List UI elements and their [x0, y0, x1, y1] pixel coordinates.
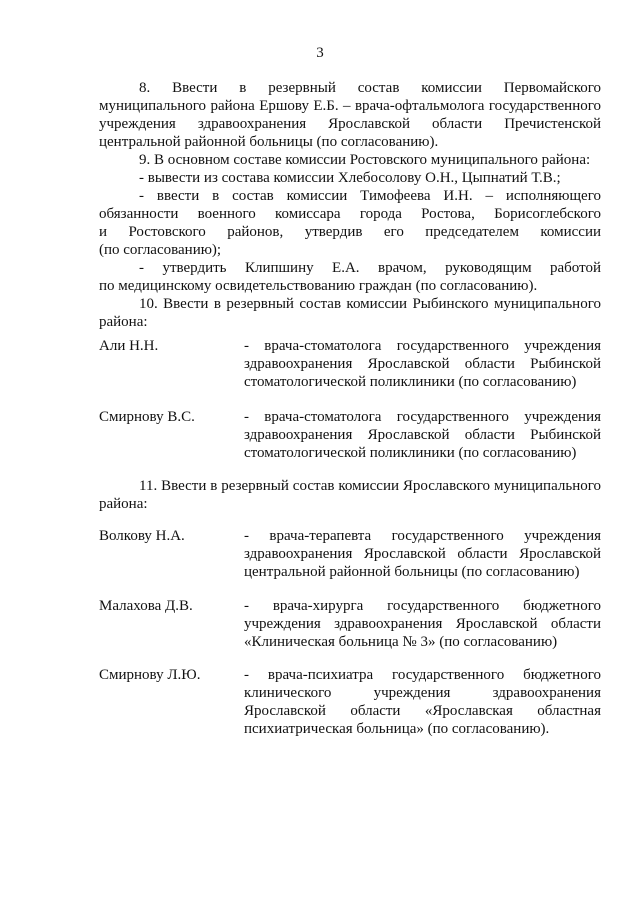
member-description — [244, 527, 601, 581]
item-11-line-1: 11. Ввести в резервный состав комиссии Ярославского муниципального — [139, 478, 601, 494]
item-9-add-line-3: и Ростовского районов, утвердив его председателем комиссии — [99, 224, 601, 240]
member-desc-line: учреждения здравоохранения Ярославской области — [244, 616, 601, 632]
item-8-line-3: учреждения здравоохранения Ярославской области Пречистенской — [99, 116, 601, 132]
member-desc-line: здравоохранения Ярославской области Ярославской — [244, 546, 601, 562]
member-name: Малахова Д.В. — [99, 598, 193, 614]
member-description — [244, 337, 601, 391]
item-8-line-4: центральной районной больницы (по согласованию). — [99, 134, 439, 150]
member-description — [244, 408, 601, 462]
member-desc-line: - врача-терапевта государственного учреждения — [244, 528, 601, 544]
member-desc-line: - врача-психиатра государственного бюджетного — [244, 667, 601, 683]
member-desc-line: - врача-хирурга государственного бюджетного — [244, 598, 601, 614]
member-desc-line: клинического учреждения здравоохранения — [244, 685, 601, 701]
page-number: 3 — [316, 45, 324, 61]
item-9-paragraph — [99, 151, 601, 295]
member-desc-line: стоматологической поликлиники (по согласованию) — [244, 374, 577, 390]
member-name: Али Н.Н. — [99, 338, 159, 354]
item-9-add-line-2: обязанности военного комиссара города Ростова, Борисоглебского — [99, 206, 601, 222]
item-9-add-line-4: (по согласованию); — [99, 242, 222, 258]
item-10-line-1: 10. Ввести в резервный состав комиссии Рыбинского муниципального — [139, 296, 601, 312]
member-desc-line: Ярославской области «Ярославская областная — [244, 703, 601, 719]
member-name: Смирнову В.С. — [99, 409, 195, 425]
item-10-line-2: района: — [99, 314, 148, 330]
member-description — [244, 666, 601, 738]
item-11-paragraph — [99, 477, 601, 513]
member-name: Смирнову Л.Ю. — [99, 667, 201, 683]
member-desc-line: здравоохранения Ярославской области Рыбинской — [244, 356, 601, 372]
item-9-approve-line-1: - утвердить Клипшину Е.А. врачом, руководящим работой — [139, 260, 601, 276]
item-8-paragraph — [99, 79, 601, 151]
item-9-remove-line: - вывести из состава комиссии Хлебосолову О.Н., Цыпнатий Т.В.; — [139, 170, 561, 186]
item-9-add-line-1: - ввести в состав комиссии Тимофеева И.Н. – исполняющего — [139, 188, 601, 204]
member-desc-line: - врача-стоматолога государственного учреждения — [244, 409, 601, 425]
member-desc-line: стоматологической поликлиники (по согласованию) — [244, 445, 577, 461]
member-desc-line: центральной районной больницы (по согласованию) — [244, 564, 580, 580]
member-desc-line: - врача-стоматолога государственного учреждения — [244, 338, 601, 354]
item-9-approve-line-2: по медицинскому освидетельствованию граждан (по согласованию). — [99, 278, 538, 294]
item-11-line-2: района: — [99, 496, 148, 512]
member-description — [244, 597, 601, 651]
member-desc-line: здравоохранения Ярославской области Рыбинской — [244, 427, 601, 443]
member-desc-line: психиатрическая больница» (по согласованию). — [244, 721, 550, 737]
item-10-paragraph — [99, 295, 601, 331]
item-9-heading: 9. В основном составе комиссии Ростовского муниципального района: — [139, 152, 591, 168]
member-desc-line: «Клиническая больница № 3» (по согласованию) — [244, 634, 558, 650]
item-8-line-2: муниципального района Ершову Е.Б. – врача-офтальмолога государственного — [99, 98, 601, 114]
member-name: Волкову Н.А. — [99, 528, 185, 544]
item-8-line-1: 8. Ввести в резервный состав комиссии Первомайского — [139, 80, 601, 96]
